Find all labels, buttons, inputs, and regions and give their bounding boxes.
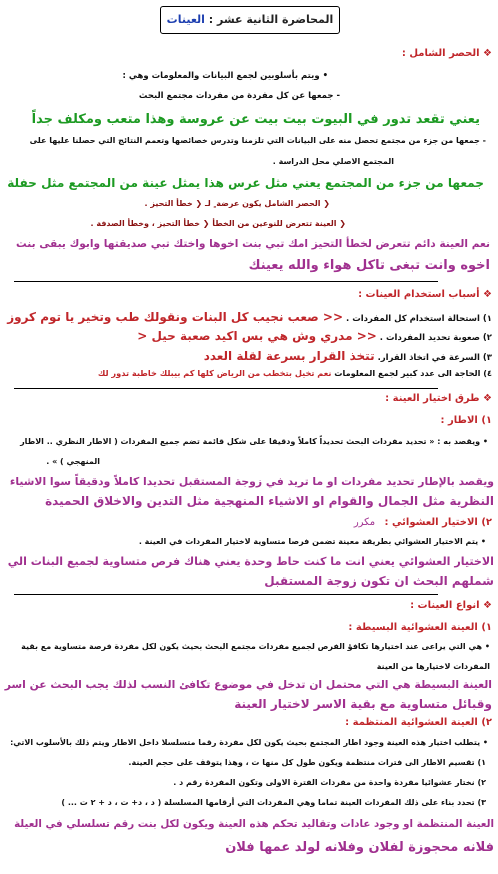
note-sample-two-errors [6, 219, 346, 228]
bullet-frame-def-l2: المنهجي ) » . [46, 457, 100, 466]
lecture-title: المحاضرة الثانية عشر : [204, 13, 334, 26]
type-systematic-heading: ٢) العينة العشوائية المنتظمة : [345, 717, 492, 728]
note-systematic-l2: فلانه محجوزة لفلان وفلانه لولد عمها فلان [225, 840, 494, 855]
method-random-heading [6, 517, 492, 528]
reason-item-4-text: ٤) الحاجة الى عدد كبير لجمع المعلومات [334, 368, 492, 378]
systematic-step-2: ٢) نختار عشوائيا مفردة واحدة من مفردات الفترة الاولى وتكون المفردة رقم د . [173, 778, 486, 787]
lecture-title-box [160, 6, 340, 34]
reason-item-3-text: ٣) السرعة في اتخاذ القرار. [377, 353, 492, 363]
bullet-part-of-population-l1: - جمعها من جزء من مجتمع تحصل منه على البيانات التي تلزمنا وتدرس خصائصها وتعمم النتائج التي حصلنا عليها على [29, 136, 486, 145]
bullet-simple-def-l1: • هي التي يراعى عند اختيارها تكافؤ الفرص لجميع مفردات مجتمع البحث بحيث يكون لكل مفردة فرصة متساوية مع بقية [21, 642, 490, 651]
reason-item-3 [6, 349, 492, 363]
note-bias-comprehensive [6, 199, 330, 208]
bullet-simple-def-l2: المفردات لاختيارها من العينة [376, 662, 490, 671]
method-random-heading-text: ٢) الاختيار العشوائي : [384, 517, 492, 528]
note-random-l1: الاختيار العشوائي يعني انت ما كنت حاط وحدة يعني هناك فرص متساوية لجميع البنات الي [7, 555, 494, 568]
bullet-frame-def-l1: • ويقصد به : « تحديد مفردات البحث تحديداً كاملاً ودقيقا على شكل قائمة تضم جميع المفردات ( الاطار النظري .. الاطار [20, 437, 488, 446]
divider [14, 388, 438, 389]
bullet-systematic-def: • يتطلب اختيار هذه العينة وجود اطار المجتمع بحيث يكون لكل مفردة رقما متسلسلا داخل الاطار ويتم ذلك بالأسلوب الاتي: [10, 738, 488, 747]
bullet-all-units: - جمعها عن كل مفردة من مفردات مجتمع البحث [138, 91, 340, 101]
note-simple-l2: وقبائل متساوية مع بقية الاسر لاختيار العينة [234, 697, 492, 711]
type-simple-random-heading: ١) العينة العشوائية البسيطة : [348, 622, 492, 633]
reason-item-1-note: << صعب نجيب كل البنات ونقولك طب وتخير يا توم كروز [7, 310, 344, 324]
reason-item-2-note: << مدري وش هي بس اكيد صعبة حيل < [137, 329, 377, 343]
reason-item-4 [6, 368, 492, 378]
note-bias-family-l1: نعم العينة دائم تتعرض لخطأ التحيز امك تبي بنت اخوها واختك تبي صديقتها وابوك يبقى بنت [16, 238, 490, 250]
note-bias-comprehensive-text: ❮ الحصر الشامل يكون عرضة ٍ لـ ❮ خطأ التحيز . [144, 199, 330, 208]
bullet-two-methods: • ويتم بأسلوبين لجمع البيانات والمعلومات وهي : [122, 71, 328, 81]
reason-item-3-note: تتخذ القرار بسرعة لقلة العدد [203, 349, 375, 363]
note-sample-two-errors-text: ❮ العينة تتعرض للنوعين من الخطأ ❮ خطأ التحيز ، وخطأ الصدفة . [90, 219, 346, 228]
systematic-step-3: ٣) تحدد بناء على ذلك المفردات العينة تماما وهي المفردات التي أرقامها المسلسلة ( د ، د+ ت ، د + ٢ ت ... ) [61, 798, 486, 807]
section-sample-types-heading: ❖ انواع العينات : [410, 600, 492, 611]
method-frame-heading: ١) الاطار : [440, 415, 492, 426]
reason-item-1 [6, 310, 492, 324]
divider [14, 594, 438, 595]
note-frame-l1: ويقصد بالإطار تحديد مفردات او ما تريد في زوجة المستقبل تحديدا كاملاً ودقيقاً سوا الاشياء [9, 475, 494, 488]
systematic-step-1: ١) تقسيم الاطار الى فترات منتظمة ويكون طول كل منها ت ، وهذا يتوقف على حجم العينة. [128, 758, 486, 767]
reason-item-2 [6, 329, 492, 343]
lecture-title-topic: العينات [166, 13, 205, 26]
section-reasons-heading: ❖ أسباب استخدام العينات : [358, 289, 492, 300]
note-house-to-house: يعني تقعد تدور في البيوت بيت بيت عن عروسة وهذا متعب ومكلف جداً [31, 112, 480, 127]
note-simple-l1: العينة البسيطة هي التي محتمل ان تدخل في موضوع تكافئ النسب لذلك يجب البحث عن اسر [4, 678, 492, 691]
note-frame-l2: النظرية مثل الجمال والقوام او الاشياء المنهجية مثل التدين والاخلاق الحميدة [45, 494, 494, 508]
section-selection-methods-heading: ❖ طرق اختيار العينة : [385, 393, 492, 404]
bullet-random-def: • يتم الاختيار العشوائي بطريقة معينة تضمن فرصا متساوية لاختيار المفردات في العينة . [138, 537, 486, 546]
reason-item-2-text: ٢) صعوبة تحديد المفردات . [379, 333, 492, 343]
note-wedding-sample: جمعها من جزء من المجتمع يعني مثل عرس هذا يمثل عينة من المجتمع مثل حفلة [7, 176, 484, 190]
reason-item-4-note: نعم تخيل بتخطب من الرياض كلها كم بيبلك خاطبة تدور لك [97, 368, 332, 378]
reason-item-1-text: ١) استحالة استخدام كل المفردات . [346, 314, 492, 324]
note-systematic-l1: العينة المنتظمة او وجود عادات وتقاليد تحكم هذه العينة ويكون لكل بنت رقم تسلسلي في العيلة [14, 818, 494, 830]
divider [14, 281, 438, 282]
note-bias-family-l2: اخوه وانت تبغى تاكل هواء والله يعينك [248, 258, 490, 273]
bullet-part-of-population-l2: المجتمع الاصلي محل الدراسة . [272, 157, 394, 166]
repeated-mark: مكرر [353, 517, 376, 528]
section-comprehensive-heading: ❖ الحصر الشامل : [401, 48, 492, 59]
note-random-l2: شملهم البحث ان تكون زوجة المستقبل [264, 574, 494, 588]
